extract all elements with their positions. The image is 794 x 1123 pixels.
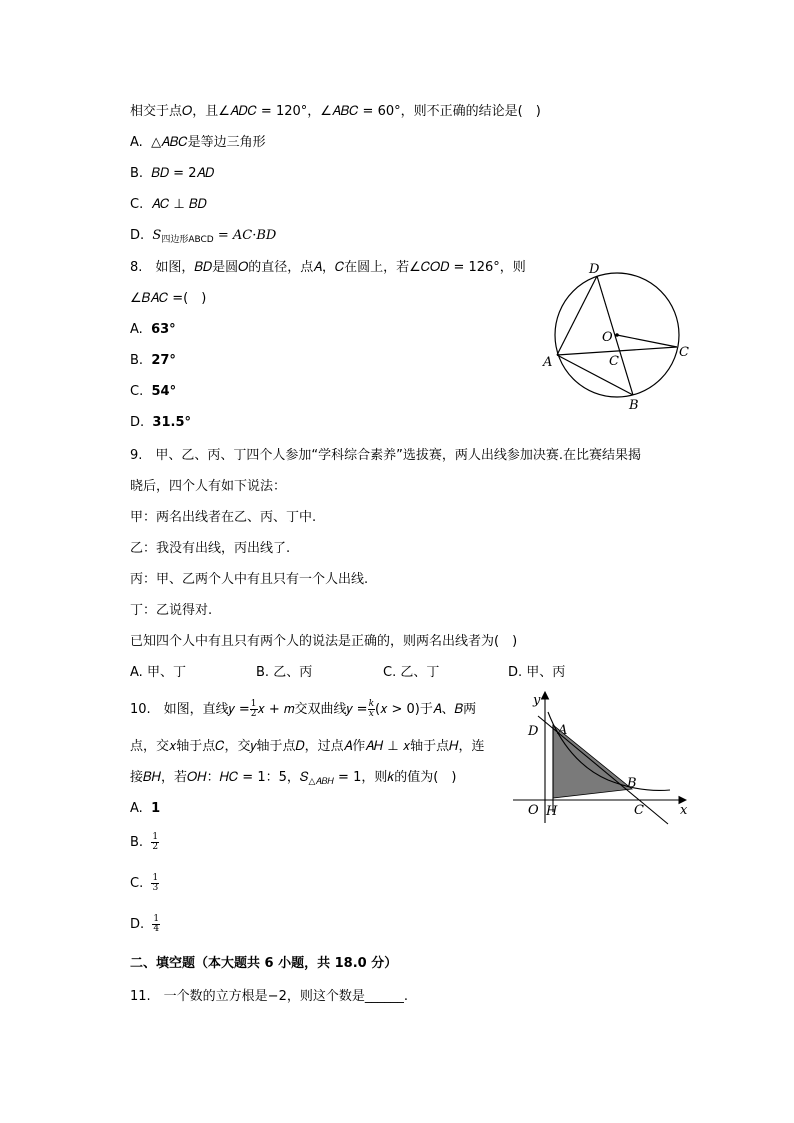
q8-option-b <box>130 351 176 371</box>
label-intersection: C <box>609 354 619 369</box>
label-h: H <box>546 804 558 819</box>
q7-option-a <box>130 133 266 153</box>
q9-option-a <box>130 663 186 683</box>
label-a: A <box>558 723 568 738</box>
option-letter: A. <box>130 135 143 150</box>
fraction-numerator: 1 <box>152 832 159 842</box>
option-text: 𝐵𝐷 = 2𝐴𝐷 <box>151 166 215 181</box>
stem-part: (𝑥 > 0)于𝐴、𝐵两 <box>375 702 477 717</box>
q10-stem-line2: 点，交𝑥轴于点𝐶，交𝑦轴于点𝐷，过点𝐴作𝐴𝐻 ⊥ 𝑥轴于点𝐻，连 <box>130 739 485 754</box>
q9-option-b <box>256 663 312 683</box>
option-text: 63° <box>151 322 176 337</box>
fraction-denominator: 2 <box>152 842 159 852</box>
center-point <box>615 333 619 337</box>
q8-option-a <box>130 320 176 340</box>
label-d: D <box>528 724 539 739</box>
fraction-k-over-x <box>368 700 375 719</box>
q8-stem-line1: 8. 如图，𝐵𝐷是圆𝑂的直径，点𝐴，𝐶在圆上，若∠𝐶𝑂𝐷 = 126°，则 <box>130 260 526 275</box>
stem-part: = 1，则𝑘的值为( ) <box>333 770 457 785</box>
option-text: 54° <box>151 384 177 399</box>
fraction-one-half <box>250 700 258 719</box>
q7-option-b <box>130 164 214 184</box>
axis-label-x: x <box>680 803 688 818</box>
label-c: C <box>679 345 689 360</box>
fraction-numerator: 1 <box>250 699 257 709</box>
area-symbol: S <box>152 228 162 243</box>
stem-part: 𝑥 + 𝑚交双曲线𝑦 = <box>257 702 368 717</box>
option-letter: D. <box>130 228 145 243</box>
q7-option-c <box>130 195 207 215</box>
label-b: B <box>627 776 637 791</box>
q10-option-a <box>130 799 160 819</box>
stem-part: 接𝐵𝐻，若𝑂𝐻：𝐻𝐶 = 1：5，𝑆 <box>130 770 309 785</box>
label-a: A <box>543 355 553 370</box>
fraction-numerator: k <box>368 699 375 709</box>
q7-option-d <box>130 226 276 250</box>
option-letter: B. <box>256 665 270 680</box>
q7-stem: 相交于点𝑂，且∠𝐴𝐷𝐶 = 120°，∠𝐴𝐵𝐶 = 60°，则不正确的结论是( ) <box>130 104 541 119</box>
stem-part: 10. 如图，直线𝑦 = <box>130 702 250 717</box>
option-text: 1 <box>151 801 161 816</box>
fraction-denominator: x <box>368 709 374 719</box>
option-fraction <box>151 833 159 852</box>
label-c: C <box>634 803 644 818</box>
q8-option-d <box>130 413 191 433</box>
option-text: 𝐴𝐶 ⊥ 𝐵𝐷 <box>151 197 207 212</box>
q9-option-c <box>383 663 439 683</box>
axis-label-y: y <box>533 693 541 708</box>
q11-stem: 11. 一个数的立方根是−2，则这个数是______. <box>130 989 408 1004</box>
fraction-numerator: 1 <box>153 914 160 924</box>
q9-statement-4: 丁：乙说得对. <box>130 603 213 618</box>
option-letter: B. <box>130 835 144 850</box>
option-letter: A. <box>130 322 143 337</box>
option-letter: D. <box>130 917 145 932</box>
q9-stem-line2: 晓后，四个人有如下说法： <box>130 479 287 494</box>
option-text: 甲、丁 <box>146 665 186 680</box>
q10-graph-figure <box>508 688 698 828</box>
option-letter: C. <box>130 876 144 891</box>
option-letter: D. <box>508 665 523 680</box>
label-b: B <box>629 398 639 413</box>
option-letter: B. <box>130 166 144 181</box>
q9-question: 已知四个人中有且只有两个人的说法是正确的，则两名出线者为( ) <box>130 634 518 649</box>
q9-statement-1: 甲：两名出线者在乙、丙、丁中. <box>130 510 317 525</box>
section-heading-fill-in: 二、填空题（本大题共 6 小题，共 18.0 分） <box>130 956 398 971</box>
chord-ab <box>557 355 633 395</box>
area-subscript: △𝐴𝐵𝐻 <box>308 777 334 787</box>
label-d: D <box>589 262 600 277</box>
q8-option-c <box>130 382 176 402</box>
option-text: 甲、丙 <box>526 665 566 680</box>
q9-stem-line1: 9. 甲、乙、丙、丁四个人参加“学科综合素养”选拔赛，两人出线参加决赛.在比赛结果揭 <box>130 448 642 463</box>
q9-statement-3: 丙：甲、乙两个人中有且只有一个人出线. <box>130 572 369 587</box>
area-subscript: 四边形ABCD <box>161 235 214 245</box>
q10-stem-line1 <box>130 700 476 720</box>
q10-option-d <box>130 915 160 935</box>
option-letter: C. <box>383 665 397 680</box>
q10-stem-line3 <box>130 768 456 792</box>
option-fraction <box>152 915 160 934</box>
q9-option-d <box>508 663 565 683</box>
label-o: O <box>528 803 539 818</box>
area-formula: = AC·BD <box>213 228 277 243</box>
option-letter: A. <box>130 801 143 816</box>
option-text: 27° <box>151 353 176 368</box>
option-letter: C. <box>130 197 144 212</box>
option-text: 乙、丙 <box>273 665 313 680</box>
option-fraction <box>151 874 159 893</box>
q10-option-c <box>130 874 159 894</box>
option-letter: B. <box>130 353 144 368</box>
option-text: 31.5° <box>152 415 191 430</box>
option-text: 乙、丁 <box>400 665 440 680</box>
q8-circle-figure <box>535 255 705 420</box>
option-letter: A. <box>130 665 143 680</box>
q8-stem-line2: ∠𝐵𝐴𝐶 =( ) <box>130 291 207 306</box>
fraction-numerator: 1 <box>152 873 159 883</box>
option-letter: C. <box>130 384 144 399</box>
fraction-denominator: 3 <box>152 883 159 893</box>
option-text: △𝐴𝐵𝐶是等边三角形 <box>151 135 266 150</box>
fraction-denominator: 2 <box>250 709 257 719</box>
fraction-denominator: 4 <box>153 924 160 934</box>
option-letter: D. <box>130 415 145 430</box>
q9-statement-2: 乙：我没有出线，丙出线了. <box>130 541 291 556</box>
q10-option-b <box>130 833 159 853</box>
segment-oc <box>617 335 677 347</box>
label-o: O <box>602 330 613 345</box>
